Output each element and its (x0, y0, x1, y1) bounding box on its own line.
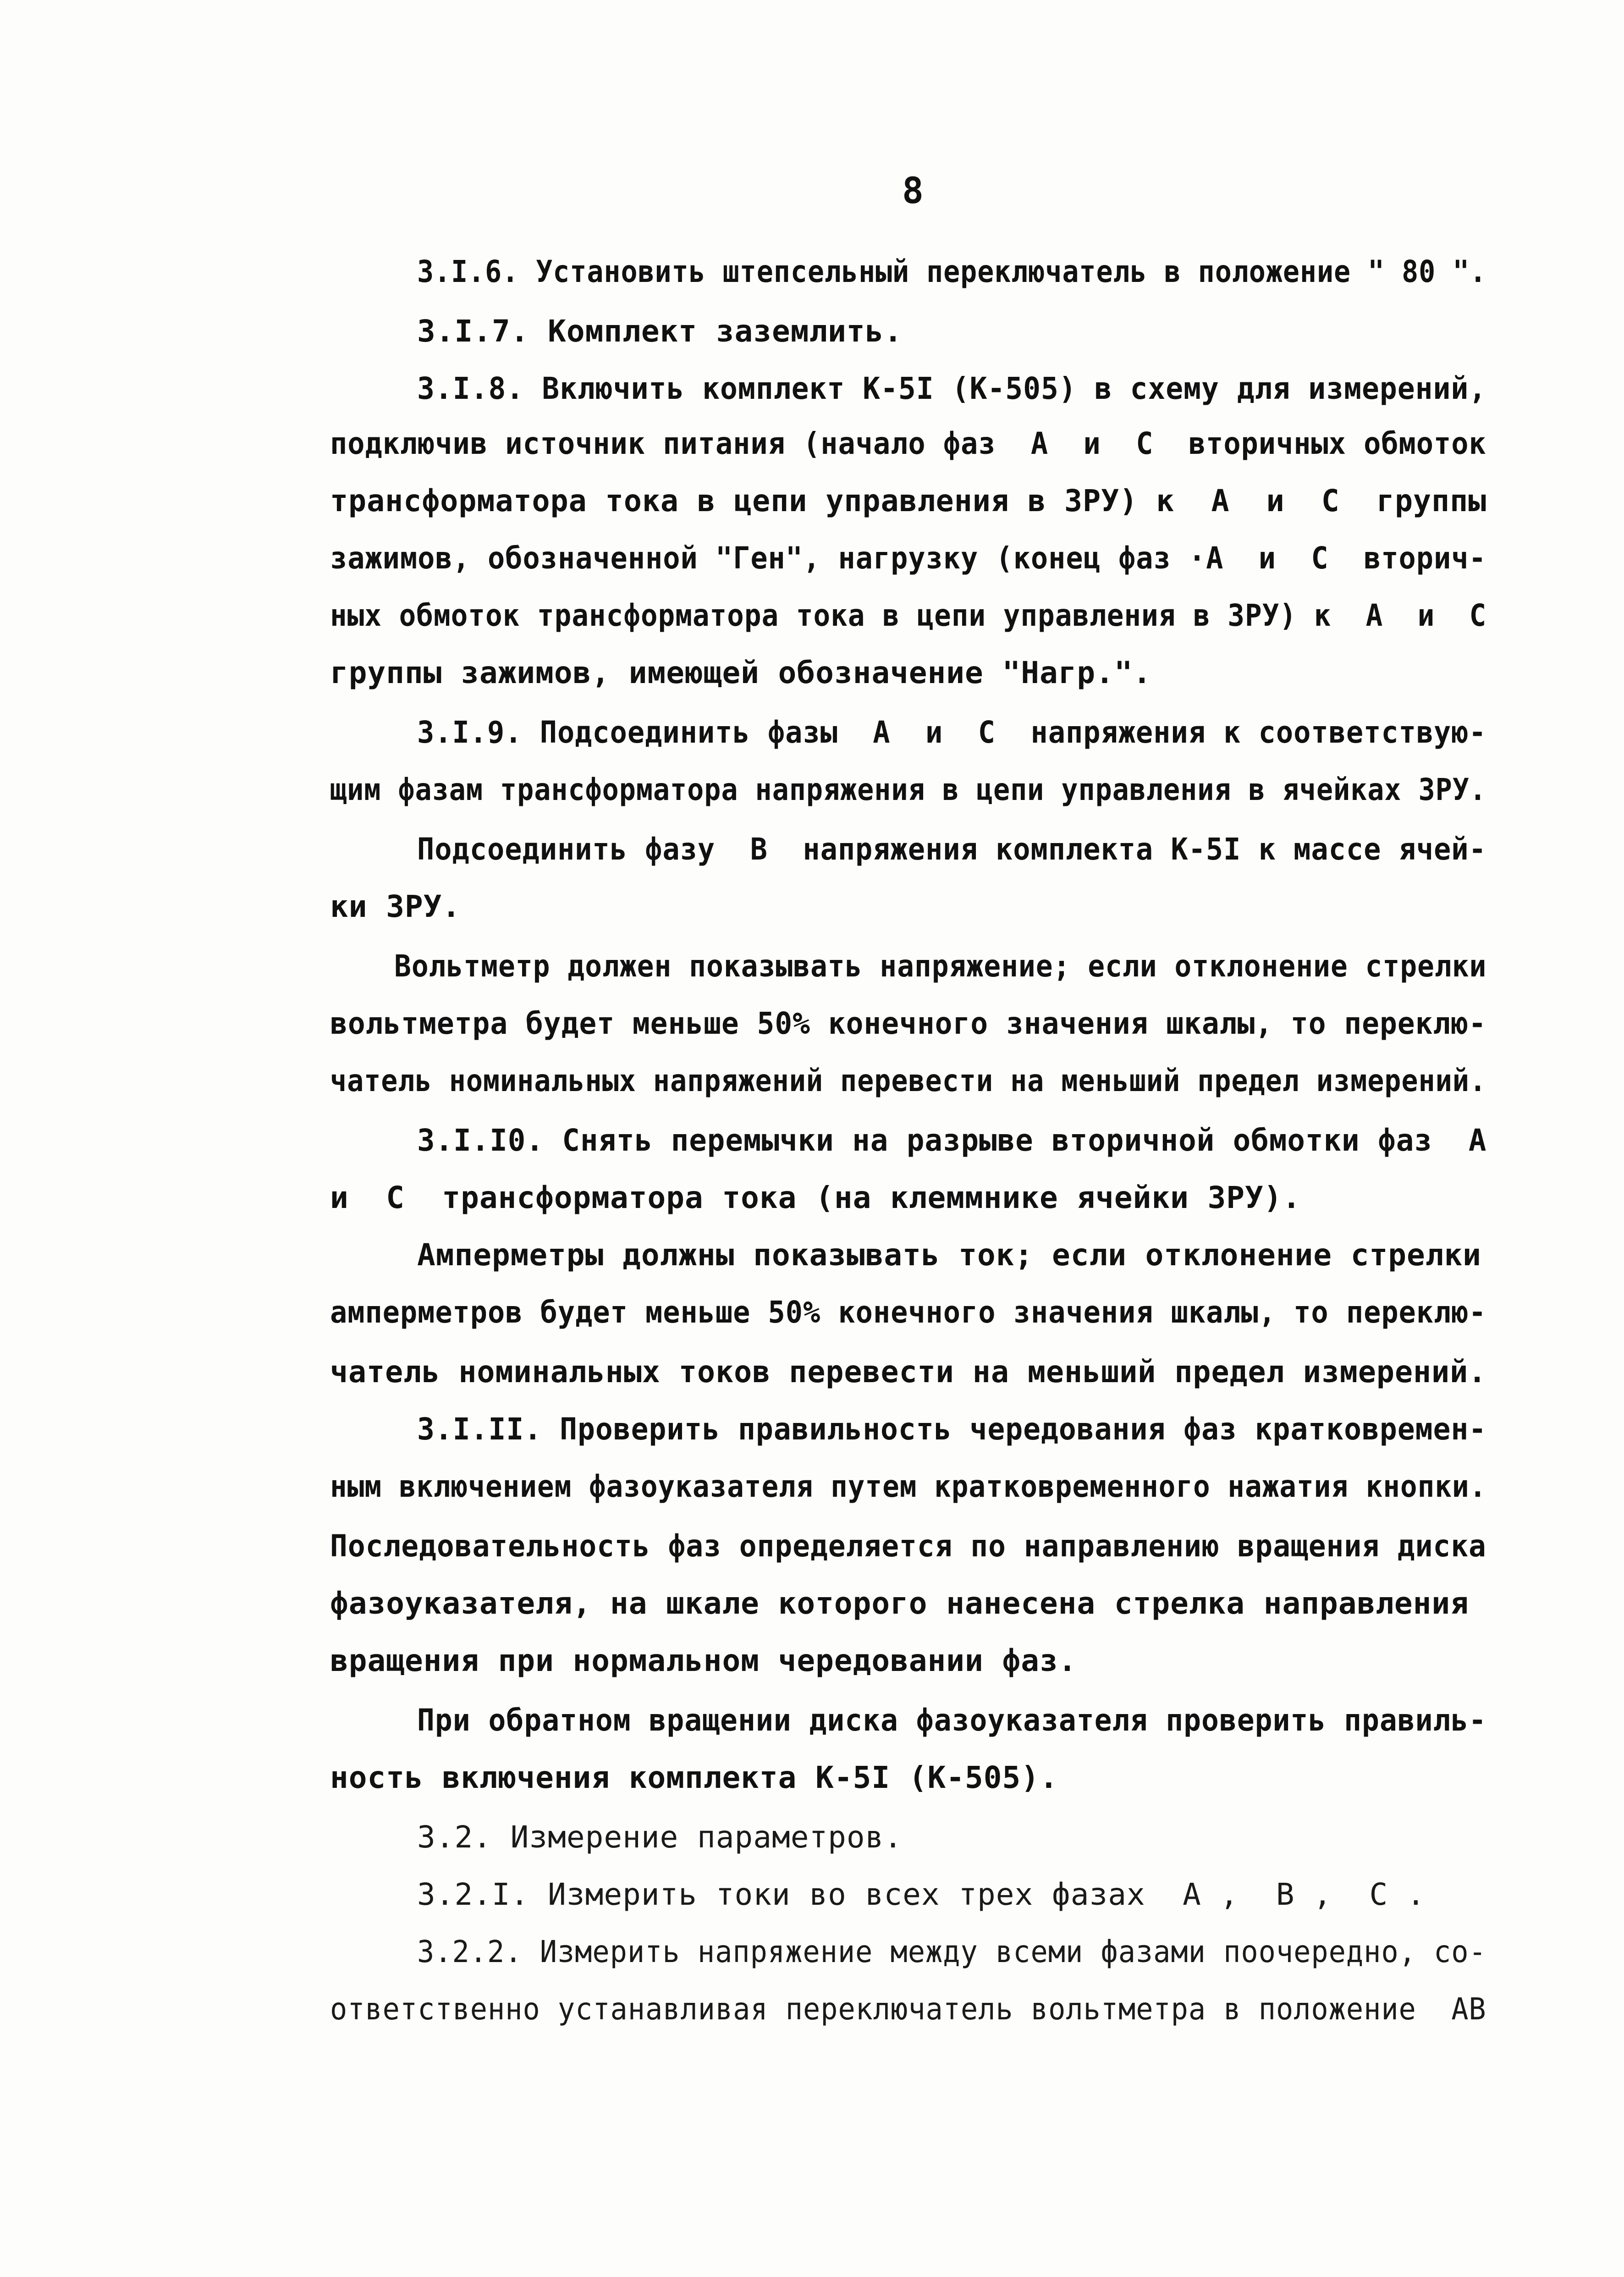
text-line: Подсоединить фазу В напряжения комплекта К-5I к массе ячей- (417, 832, 1486, 867)
text-line: вольтметра будет меньше 50% конечного значения шкалы, то переклю- (330, 1006, 1486, 1041)
text-line: трансформатора тока в цепи управления в ЗРУ) к А и С группы (330, 483, 1487, 518)
text-line: 3.2.2. Измерить напряжение между всеми фазами поочередно, со- (417, 1934, 1486, 1969)
text-line: При обратном вращении диска фазоуказателя проверить правиль- (417, 1703, 1487, 1738)
text-line: 3.I.I0. Снять перемычки на разрыве вторичной обмотки фаз А (417, 1123, 1487, 1158)
text-line: 3.I.7. Комплект заземлить. (417, 314, 903, 349)
text-line: ным включением фазоуказателя путем кратковременного нажатия кнопки. (330, 1469, 1487, 1504)
section-heading: 3.2. Измерение параметров. (417, 1819, 903, 1855)
text-line: Амперметры должны показывать ток; если отклонение стрелки (417, 1237, 1481, 1273)
text-line: ответственно устанавливая переключатель вольтметра в положение АВ (330, 1991, 1486, 2027)
text-line: чатель номинальных напряжений перевести на меньший предел измерений. (330, 1063, 1486, 1098)
text-line: 3.I.9. Подсоединить фазы А и С напряжения к соответствую- (417, 715, 1486, 750)
text-line: и С трансформатора тока (на клеммнике ячейки ЗРУ). (330, 1180, 1301, 1215)
text-line: группы зажимов, имеющей обозначение "Нагр.". (330, 655, 1152, 690)
text-line: амперметров будет меньше 50% конечного значения шкалы, то переклю- (330, 1295, 1486, 1330)
text-line: ность включения комплекта К-5I (К-505). (330, 1760, 1058, 1795)
text-line: подключив источник питания (начало фаз А и С вторичных обмоток (330, 426, 1486, 461)
text-line: 3.2.I. Измерить токи во всех трех фазах А , В , С . (417, 1877, 1426, 1912)
text-line: 3.I.6. Установить штепсельный переключатель в положение " 80 ". (417, 254, 1487, 289)
text-line: 3.I.8. Включить комплект К-5I (К-505) в схему для измерений, (417, 371, 1487, 406)
text-line: ных обмоток трансформатора тока в цепи управления в ЗРУ) к А и С (330, 598, 1487, 633)
text-line: зажимов, обозначенной "Ген", нагрузку (конец фаз ·А и С вторич- (330, 540, 1486, 576)
text-line: 3.I.II. Проверить правильность чередования фаз кратковремен- (417, 1411, 1487, 1447)
text-line: Последовательность фаз определяется по направлению вращения диска (330, 1528, 1486, 1564)
text-line: ки ЗРУ. (330, 889, 461, 924)
text-line: вращения при нормальном чередовании фаз. (330, 1643, 1077, 1678)
text-line: фазоуказателя, на шкале которого нанесена стрелка направления (330, 1586, 1469, 1621)
text-line: щим фазам трансформатора напряжения в цепи управления в ячейках ЗРУ. (330, 772, 1486, 807)
text-line: Вольтметр должен показывать напряжение; если отклонение стрелки (394, 948, 1487, 984)
text-line: чатель номинальных токов перевести на меньший предел измерений. (330, 1354, 1487, 1389)
page-number: 8 (902, 171, 924, 212)
